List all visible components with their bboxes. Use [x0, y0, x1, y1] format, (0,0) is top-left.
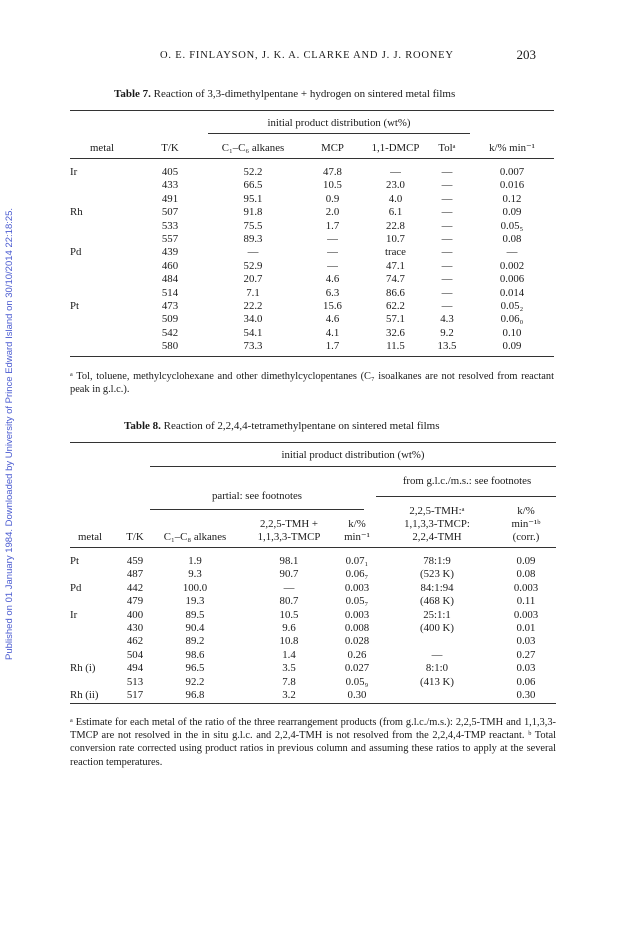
table7-cell-dmcp: 74.7	[386, 273, 405, 286]
table7-group-rule	[208, 133, 470, 134]
table8-cell-tmh: 3.5	[282, 662, 296, 675]
table7-cell-alk: 52.9	[243, 259, 263, 272]
table8-cell-metal: Ir	[70, 608, 78, 621]
table7-cell-mcp: —	[327, 233, 338, 245]
table7-cell-k: 0.10	[502, 326, 522, 339]
table7-cell-metal: Rh	[70, 206, 83, 219]
table8-cell-k: 0.003	[344, 608, 370, 621]
table8-title: Reaction of 2,2,4,4-tetramethylpentane on sintered metal films	[163, 420, 440, 432]
table7-cell-tol: —	[441, 286, 453, 299]
table8-cell-t: 430	[126, 622, 144, 634]
table8-cell-ratio: (468 K)	[420, 595, 454, 608]
table7-cell-k: 0.06₀	[500, 313, 524, 326]
table7-cell-t: 491	[161, 192, 179, 205]
table7-cell-t: 405	[161, 166, 179, 178]
table8-cell-tmh: 7.8	[282, 675, 296, 688]
table7-caption	[114, 88, 455, 100]
table8-cell-t: 400	[126, 608, 144, 621]
table8-cell-kcorr: 0.03	[516, 662, 536, 675]
table7-cell-alk: 75.5	[243, 219, 263, 232]
table8-cell-k: 0.008	[344, 622, 370, 634]
table8-cell-t: 517	[126, 689, 144, 701]
table8-header-ratio: 2,2,4-TMH	[412, 531, 462, 543]
table7-cell-t: 557	[161, 233, 179, 245]
table7-cell-mcp: 6.3	[325, 286, 340, 299]
table8-cell-kcorr: 0.09	[516, 555, 536, 567]
table7-bottom-rule	[70, 356, 554, 357]
table8-header-tmh: 1,1,3,3-TMCP	[257, 531, 321, 543]
table7-cell-tol: —	[441, 300, 453, 312]
table7-cell-t: 439	[161, 246, 179, 259]
table7-cell-alk: 22.2	[243, 300, 263, 312]
table7-title: Reaction of 3,3-dimethylpentane + hydrogen on sintered metal films	[153, 88, 456, 100]
table7-cell-dmcp: 62.2	[386, 300, 405, 312]
table7-cell-alk: 20.7	[243, 273, 263, 286]
table8-cell-t: 479	[126, 595, 144, 608]
table8-cell-t: 504	[126, 648, 144, 661]
table8-cell-ratio: —	[431, 648, 443, 661]
table8-footnote: ᵃ Estimate for each metal of the ratio of the three rearrangement products (from g.l.c./m.s.): 2,2,5-TMH and 1,1,3,3-TMCP are not resolved in the in situ g.l.c. and 2,2,4-TMH is not resolved from the 2,2,4,4-TMP reactant. ᵇ Total conversion rate corrected using product ratios in previous column and assuming these ratios to apply at the several reaction temperatures.	[70, 717, 556, 768]
table7-header-metal: metal	[90, 142, 114, 154]
table7-cell-tol: 9.2	[440, 326, 454, 339]
table7-header-t: T/K	[161, 142, 179, 154]
table8-cell-alk: 100.0	[182, 581, 208, 594]
table8-cell-tmh: 98.1	[279, 555, 299, 567]
table7-cell-alk: —	[247, 246, 259, 259]
table8-header-t: T/K	[126, 531, 144, 543]
table7-top-rule	[70, 110, 554, 111]
table7-cell-mcp: 4.1	[325, 326, 340, 339]
table7-cell-tol: —	[441, 179, 453, 192]
table8-cell-alk: 90.4	[185, 622, 205, 634]
table8-cell-kcorr: 0.03	[516, 635, 536, 648]
table7-cell-tol: —	[441, 246, 453, 259]
table7-cell-dmcp: —	[390, 166, 401, 178]
table8-header-kcorr: (corr.)	[512, 531, 540, 543]
table8-cell-alk: 96.8	[185, 689, 205, 701]
table7-cell-tol: —	[441, 273, 453, 286]
table8-cell-tmh: 10.5	[279, 608, 299, 621]
table8-header-rule	[70, 547, 556, 548]
table7-cell-k: 0.007	[499, 166, 525, 178]
table8-cell-kcorr: 0.06	[516, 675, 536, 688]
table8-sub-right: from g.l.c./m.s.: see footnotes	[402, 475, 532, 487]
table7-cell-dmcp: 6.1	[388, 206, 403, 219]
table7-cell-mcp: —	[327, 246, 338, 259]
table7-cell-alk: 95.1	[243, 192, 263, 205]
table7-cell-alk: 91.8	[243, 206, 263, 219]
table7-header-k: k/% min⁻¹	[489, 142, 535, 154]
table7-cell-tol: —	[441, 206, 453, 219]
table7-cell-k: 0.09	[502, 206, 522, 219]
table7-cell-alk: 73.3	[243, 340, 263, 353]
table7-cell-tol: —	[441, 192, 453, 205]
table7-cell-k: 0.05₅	[500, 219, 524, 232]
table8-group-header: initial product distribution (wt%)	[281, 449, 425, 461]
table8-cell-tmh: 80.7	[279, 595, 299, 608]
table8-cell-tmh: 3.2	[282, 689, 296, 701]
table8-cell-alk: 89.2	[185, 635, 205, 648]
table8-cell-k: 0.05₉	[345, 675, 369, 688]
table7-cell-tol: —	[441, 166, 453, 178]
table7-cell-mcp: 0.9	[325, 192, 340, 205]
table7-cell-mcp: 4.6	[325, 313, 340, 326]
table8-label: Table 8.	[124, 420, 161, 432]
table7-cell-mcp: —	[327, 259, 338, 272]
table7-cell-mcp: 1.7	[325, 340, 340, 353]
table7-label: Table 7.	[114, 88, 151, 100]
table7-cell-t: 533	[161, 219, 179, 232]
table7-cell-t: 514	[161, 286, 179, 299]
table8-cell-kcorr: 0.01	[516, 622, 536, 634]
table8-sub-right-rule	[376, 496, 556, 497]
table7-cell-tol: 13.5	[437, 340, 457, 353]
table8-cell-t: 513	[126, 675, 144, 688]
table7-cell-dmcp: 86.6	[386, 286, 405, 299]
table8-cell-k: 0.06₇	[345, 568, 369, 581]
table7-cell-t: 433	[161, 179, 179, 192]
table7-cell-mcp: 10.5	[323, 179, 342, 192]
table8-header-k: min⁻¹	[344, 531, 370, 543]
table7-header-mcp: MCP	[321, 142, 344, 154]
table7-cell-alk: 66.5	[243, 179, 263, 192]
table8-cell-metal: Pd	[70, 581, 82, 594]
table8-header-alk: C₁–C₈ alkanes	[163, 531, 227, 543]
table7-cell-mcp: 2.0	[325, 206, 340, 219]
table8-cell-ratio: (400 K)	[420, 622, 454, 634]
table8-header-ratio: 1,1,3,3-TMCP:	[404, 518, 470, 530]
table7-cell-alk: 7.1	[246, 286, 260, 299]
table7-cell-mcp: 15.6	[323, 300, 342, 312]
table8-cell-t: 459	[126, 555, 144, 567]
table8-cell-tmh: 90.7	[279, 568, 299, 581]
table8-cell-ratio: 84:1:94	[420, 581, 454, 594]
table8-cell-kcorr: 0.11	[516, 595, 536, 608]
table8-sub-left-rule	[150, 509, 364, 510]
table8-cell-k: 0.26	[347, 648, 367, 661]
table8-cell-k: 0.30	[347, 689, 367, 701]
table8-cell-k: 0.05₇	[345, 595, 369, 608]
table8-cell-kcorr: 0.003	[513, 608, 539, 621]
table8-header-k: k/%	[348, 518, 366, 530]
table7-cell-k: 0.12	[502, 192, 522, 205]
table8-header-metal: metal	[78, 531, 102, 543]
table7-cell-t: 580	[161, 340, 179, 353]
table8-header-kcorr: min⁻¹ᵇ	[511, 518, 541, 530]
table7-cell-tol: —	[441, 219, 453, 232]
table8-sub-left: partial: see footnotes	[212, 490, 302, 502]
table7-cell-dmcp: 10.7	[386, 233, 405, 245]
table8-cell-k: 0.003	[344, 581, 370, 594]
table8-cell-t: 487	[126, 568, 144, 581]
table8-cell-metal: Pt	[70, 555, 80, 567]
table8-cell-t: 494	[126, 662, 144, 675]
table7-cell-k: 0.006	[499, 273, 525, 286]
table7-cell-t: 473	[161, 300, 179, 312]
table7-cell-k: 0.09	[502, 340, 522, 353]
table8-cell-tmh: 9.6	[282, 622, 296, 634]
table7-cell-dmcp: 57.1	[386, 313, 405, 326]
table7-cell-k: 0.016	[499, 179, 525, 192]
table7-group-header: initial product distribution (wt%)	[267, 117, 411, 129]
table7-header-alk: C₁–C₆ alkanes	[221, 142, 285, 154]
table7-cell-t: 460	[161, 259, 179, 272]
running-head: O. E. FINLAYSON, J. K. A. CLARKE AND J. J. ROONEY	[160, 50, 454, 61]
table8-cell-ratio: (523 K)	[420, 568, 454, 581]
table7-cell-alk: 34.0	[243, 313, 263, 326]
table8-cell-alk: 1.9	[188, 555, 202, 567]
download-watermark: Published on 01 January 1984. Downloaded by University of Prince Edward Island on 30/10/2014 22:18:25.	[4, 207, 15, 660]
table8-cell-alk: 96.5	[185, 662, 205, 675]
table8-cell-t: 442	[126, 581, 144, 594]
table8-cell-alk: 92.2	[185, 675, 205, 688]
table7-cell-metal: Ir	[70, 166, 78, 178]
table8-bottom-rule	[70, 703, 556, 704]
table8-cell-metal: Rh (i)	[70, 662, 96, 675]
table7-cell-t: 509	[161, 313, 179, 326]
table7-cell-t: 484	[161, 273, 179, 286]
table7-cell-k: 0.002	[499, 259, 525, 272]
table8-caption	[124, 420, 439, 432]
table8-header-kcorr: k/%	[517, 505, 535, 517]
table8-cell-alk: 98.6	[185, 648, 205, 661]
table7-cell-alk: 54.1	[243, 326, 263, 339]
table8-cell-kcorr: 0.003	[513, 581, 539, 594]
table8-cell-k: 0.028	[344, 635, 370, 648]
table7-footnote: ᵃ Tol, toluene, methylcyclohexane and other dimethylcyclopentanes (C₇ isoalkanes are not resolved from reactant peak in g.l.c.).	[70, 371, 554, 396]
table8-cell-tmh: 1.4	[282, 648, 296, 661]
table7-cell-dmcp: 32.6	[386, 326, 405, 339]
table7-cell-mcp: 1.7	[325, 219, 340, 232]
table7-cell-alk: 52.2	[243, 166, 263, 178]
table8-cell-ratio: 78:1:9	[423, 555, 451, 567]
table8-cell-alk: 89.5	[185, 608, 205, 621]
table7-cell-k: —	[506, 246, 518, 259]
table8-cell-ratio: (413 K)	[420, 675, 454, 688]
table7-cell-metal: Pt	[70, 300, 80, 312]
table8-cell-alk: 19.3	[185, 595, 205, 608]
table7-cell-mcp: 4.6	[325, 273, 340, 286]
table7-cell-tol: 4.3	[440, 313, 454, 326]
table8-cell-ratio: 25:1:1	[423, 608, 451, 621]
table7-cell-dmcp: 4.0	[388, 192, 403, 205]
table8-top-rule	[70, 442, 556, 443]
table8-cell-k: 0.027	[344, 662, 370, 675]
table8-cell-ratio: 8:1:0	[425, 662, 449, 675]
table7-cell-k: 0.08	[502, 233, 522, 245]
table8-cell-k: 0.07₁	[345, 555, 369, 567]
table8-cell-kcorr: 0.27	[516, 648, 536, 661]
table7-cell-dmcp: 11.5	[386, 340, 405, 353]
table7-header-dmcp: 1,1-DMCP	[371, 142, 420, 154]
table7-cell-dmcp: trace	[385, 246, 406, 259]
table8-cell-tmh: —	[283, 581, 295, 594]
table7-cell-tol: —	[441, 233, 453, 245]
table8-cell-metal: Rh (ii)	[70, 689, 99, 701]
table7-cell-t: 507	[161, 206, 179, 219]
table8-header-ratio: 2,2,5-TMH:ᵃ	[409, 505, 465, 517]
table7-cell-dmcp: 47.1	[386, 259, 405, 272]
table8-group-rule	[150, 466, 556, 467]
table8-cell-kcorr: 0.30	[516, 689, 536, 701]
table8-cell-alk: 9.3	[188, 568, 202, 581]
table8-cell-t: 462	[126, 635, 144, 648]
table7-cell-tol: —	[441, 259, 453, 272]
table8-cell-tmh: 10.8	[279, 635, 299, 648]
table7-header-tol: Tolᵃ	[438, 142, 456, 154]
table8-cell-kcorr: 0.08	[516, 568, 536, 581]
table7-cell-dmcp: 23.0	[386, 179, 405, 192]
table7-cell-k: 0.05₂	[500, 300, 524, 312]
table7-cell-mcp: 47.8	[323, 166, 342, 178]
table7-cell-alk: 89.3	[243, 233, 263, 245]
table7-cell-metal: Pd	[70, 246, 82, 259]
table7-cell-dmcp: 22.8	[386, 219, 405, 232]
table7-cell-k: 0.014	[499, 286, 525, 299]
page-number: 203	[516, 47, 536, 62]
table7-header-rule	[70, 158, 554, 159]
table8-header-tmh: 2,2,5-TMH +	[260, 518, 318, 530]
table7-cell-t: 542	[161, 326, 179, 339]
